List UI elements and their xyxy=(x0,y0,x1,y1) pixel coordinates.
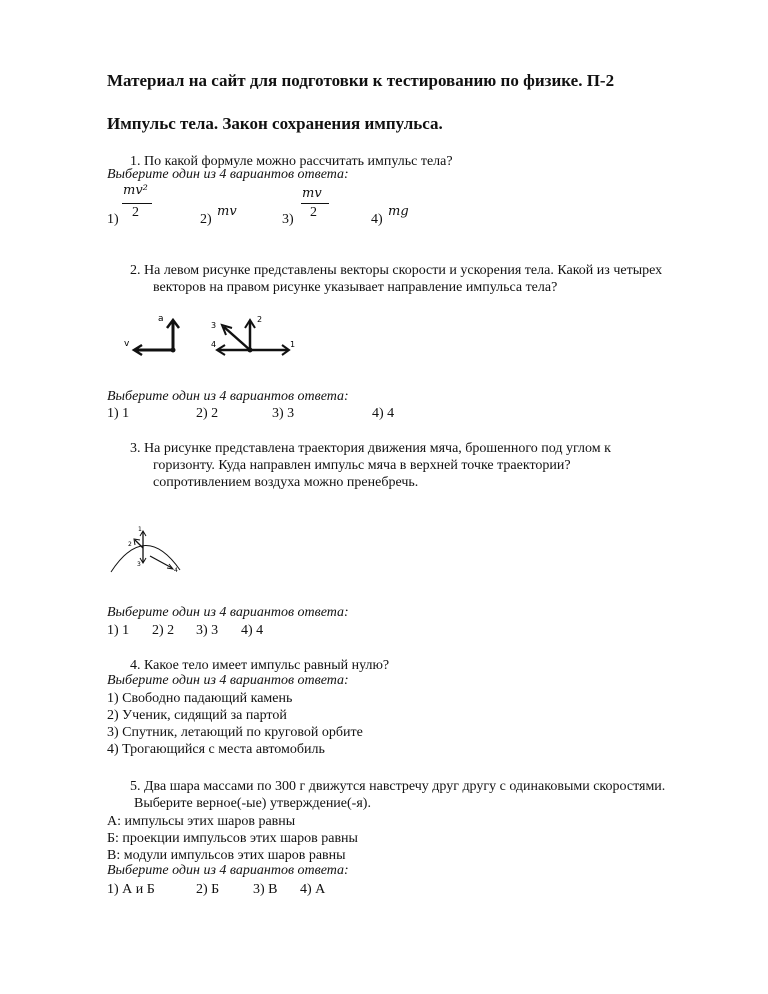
q1-text: 1. По какой формуле можно рассчитать импульс тела? xyxy=(130,154,453,169)
q1-option-3-number[interactable]: 3) xyxy=(282,212,294,227)
q3-choose-label: Выберите один из 4 вариантов ответа: xyxy=(107,605,349,620)
q5-answer-3[interactable]: 3) В xyxy=(253,882,278,897)
q2-text-line-2: векторов на правом рисунке указывает направление импульса тела? xyxy=(153,280,558,295)
origin-point xyxy=(248,348,253,353)
q1-choose-label: Выберите один из 4 вариантов ответа: xyxy=(107,167,349,182)
label-3: 3 xyxy=(211,321,217,330)
traj-label-3: 3 xyxy=(137,561,141,568)
q5-answer-4[interactable]: 4) А xyxy=(300,882,326,897)
q1-option-4-formula: mg xyxy=(388,204,409,219)
vector-3 xyxy=(224,327,250,350)
label-4: 4 xyxy=(211,340,217,349)
q2-text-line-1: 2. На левом рисунке представлены векторы скорости и ускорения тела. Какой из четырех xyxy=(130,263,663,278)
label-1: 1 xyxy=(290,340,296,349)
topic-title: Импульс тела. Закон сохранения импульса. xyxy=(107,114,443,133)
q3-answer-3[interactable]: 3) 3 xyxy=(196,623,219,638)
q5-text-line-2: Выберите верное(-ые) утверждение(-я). xyxy=(134,796,371,811)
q2-answer-1[interactable]: 1) 1 xyxy=(107,406,130,421)
vector-3-arrowhead xyxy=(222,325,232,335)
q1-option-3-denominator: 2 xyxy=(310,205,317,220)
q2-right-figure xyxy=(211,315,295,355)
q1-option-4-number[interactable]: 4) xyxy=(371,212,383,227)
q3-answer-2[interactable]: 2) 2 xyxy=(152,623,175,638)
q5-answer-2[interactable]: 2) Б xyxy=(196,882,220,897)
q2-answer-3[interactable]: 3) 3 xyxy=(272,406,295,421)
q3-answer-1[interactable]: 1) 1 xyxy=(107,623,130,638)
q4-answer-2[interactable]: 2) Ученик, сидящий за партой xyxy=(107,708,287,723)
q5-statement-b: Б: проекции импульсов этих шаров равны xyxy=(107,831,358,846)
vector-4-arrowhead xyxy=(217,345,225,355)
q3-text-line-3: сопротивлением воздуха можно пренебречь. xyxy=(153,475,419,490)
q5-statement-a: А: импульсы этих шаров равны xyxy=(107,814,296,829)
q3-answer-4[interactable]: 4) 4 xyxy=(241,623,264,638)
q1-option-2-number[interactable]: 2) xyxy=(200,212,212,227)
traj-vector-upleft-head xyxy=(134,539,140,545)
velocity-arrowhead xyxy=(134,345,142,355)
q1-option-1-numerator: mv² xyxy=(123,183,148,198)
q2-answer-2[interactable]: 2) 2 xyxy=(196,406,219,421)
q5-answer-1[interactable]: 1) А и Б xyxy=(107,882,155,897)
traj-vector-right xyxy=(150,556,172,568)
q3-text-line-1: 3. На рисунке представлена траектория движения мяча, брошенного под углом к xyxy=(130,441,611,456)
q2-choose-label: Выберите один из 4 вариантов ответа: xyxy=(107,389,349,404)
traj-label-4: 4 xyxy=(174,567,178,574)
traj-vector-up-head xyxy=(140,531,146,536)
traj-label-1: 1 xyxy=(138,526,142,533)
label-a: a xyxy=(158,314,164,324)
label-v: v xyxy=(124,339,130,349)
q4-text: 4. Какое тело имеет импульс равный нулю? xyxy=(130,658,390,673)
vector-1-arrowhead xyxy=(282,345,289,355)
q5-choose-label: Выберите один из 4 вариантов ответа: xyxy=(107,863,349,878)
traj-vector-right-head xyxy=(167,564,173,569)
q4-answer-3[interactable]: 3) Спутник, летающий по круговой орбите xyxy=(107,725,363,740)
page-title: Материал на сайт для подготовки к тестированию по физике. П-2 xyxy=(107,71,615,90)
q4-choose-label: Выберите один из 4 вариантов ответа: xyxy=(107,673,349,688)
q1-option-1-number[interactable]: 1) xyxy=(107,212,119,227)
q1-option-3-numerator: mv xyxy=(302,186,322,201)
ball-trajectory xyxy=(111,545,180,572)
label-2: 2 xyxy=(257,315,263,324)
acceleration-arrowhead xyxy=(167,320,179,328)
q3-trajectory-figure xyxy=(111,526,180,574)
traj-vector-down-head xyxy=(140,558,146,563)
traj-label-2: 2 xyxy=(128,541,132,548)
q2-answer-4[interactable]: 4) 4 xyxy=(372,406,395,421)
vector-2-arrowhead xyxy=(245,320,255,328)
traj-vector-upleft xyxy=(135,540,143,548)
q5-statement-v: В: модули импульсов этих шаров равны xyxy=(107,848,346,863)
q1-option-2-formula: mv xyxy=(217,204,237,219)
body-point xyxy=(171,348,176,353)
q1-option-1-denominator: 2 xyxy=(132,205,139,220)
q5-text-line-1: 5. Два шара массами по 300 г движутся навстречу друг другу с одинаковыми скоростями. xyxy=(130,779,666,794)
q3-text-line-2: горизонту. Куда направлен импульс мяча в верхней точке траектории? xyxy=(153,458,571,473)
q4-answer-1[interactable]: 1) Свободно падающий камень xyxy=(107,691,293,706)
q4-answer-4[interactable]: 4) Трогающийся с места автомобиль xyxy=(107,742,325,757)
q2-left-figure xyxy=(124,314,179,355)
